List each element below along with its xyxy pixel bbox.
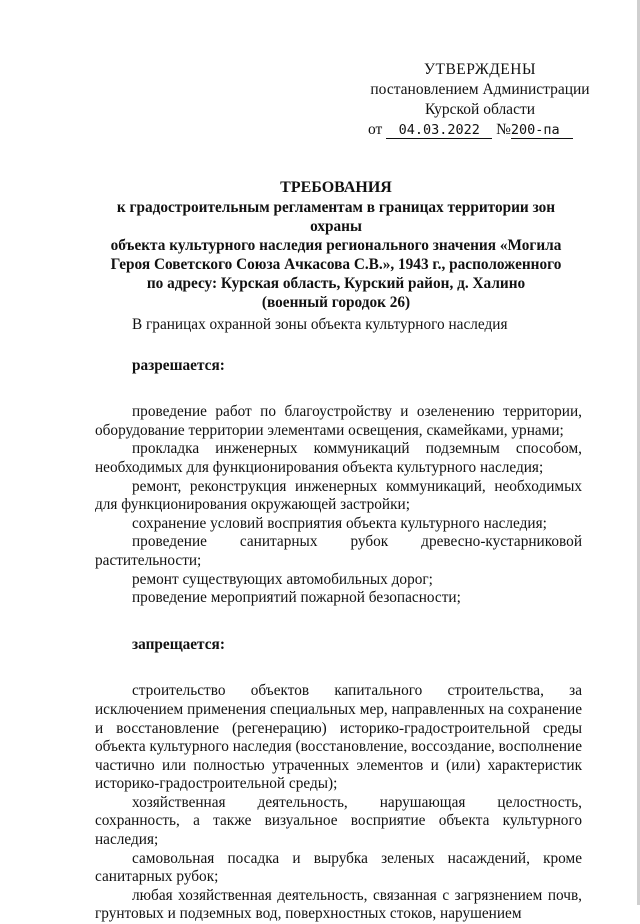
allowed-item: прокладка инженерных коммуникаций подземным способом, необходимых для функционирования объекта культурного наследия;	[95, 440, 582, 476]
allowed-item: ремонт, реконструкция инженерных коммуникаций, необходимых для функционирования окружающей застройки;	[95, 477, 582, 514]
allowed-item: сохранение условий восприятия объекта культурного наследия;	[132, 514, 547, 532]
approval-line-2: Курской области	[424, 101, 536, 118]
approval-date-line	[360, 120, 600, 140]
document-heading	[90, 178, 582, 312]
allowed-section-title: разрешается:	[132, 356, 225, 374]
heading-line: (военный городок 26)	[261, 294, 411, 311]
allowed-item: проведение санитарных рубок древесно-кустарниковой растительности;	[95, 533, 582, 569]
allowed-item: проведение мероприятий пожарной безопасности;	[132, 589, 461, 607]
heading-line: объекта культурного наследия регионального значения «Могила	[110, 237, 562, 254]
date-prefix: от	[368, 121, 383, 138]
approval-number: 200-па	[511, 122, 573, 139]
document-title: ТРЕБОВАНИЯ	[280, 179, 392, 196]
approval-date: 04.03.2022	[386, 122, 492, 139]
intro-paragraph: В границах охранной зоны объекта культурного наследия	[132, 316, 508, 333]
approval-line-1: постановлением Администрации	[370, 81, 590, 98]
heading-line: к градостроительным регламентам в границах территории зон охраны	[116, 199, 556, 235]
forbidden-item: любая хозяйственная деятельность, связанная с загрязнением почв, грунтовых и подземных вод, поверхностных стоков, нарушением	[95, 886, 582, 923]
forbidden-item: самовольная посадка и вырубка зеленых насаждений, кроме санитарных рубок;	[95, 849, 582, 886]
heading-line: по адресу: Курская область, Курский район, д. Халино	[146, 275, 526, 292]
heading-line: Героя Советского Союза Ачкасова С.В.», 1943 г., расположенного	[110, 256, 562, 273]
forbidden-section-title: запрещается:	[132, 635, 225, 653]
approval-stamp	[360, 60, 600, 140]
forbidden-item: строительство объектов капитального строительства, за исключением применения специальных мер, направленных на сохранение и восстановление (регенерацию) историко-градостроительной среды объекта культурного наследия (восстановление, воссоздание, восполнение частично или полностью утраченных элементов и (или) характеристик историко-градостроительной среды);	[95, 682, 582, 793]
allowed-item: проведение работ по благоустройству и озеленению территории, оборудование территории элементами освещения, скамейками, урнами;	[95, 403, 582, 439]
document-body	[95, 316, 582, 924]
number-prefix: №	[496, 121, 511, 138]
forbidden-item: хозяйственная деятельность, нарушающая целостность, сохранность, а также визуальное восприятие объекта культурного наследия;	[95, 793, 582, 849]
approval-title: УТВЕРЖДЕНЫ	[424, 61, 536, 78]
allowed-item: ремонт существующих автомобильных дорог;	[132, 570, 433, 588]
